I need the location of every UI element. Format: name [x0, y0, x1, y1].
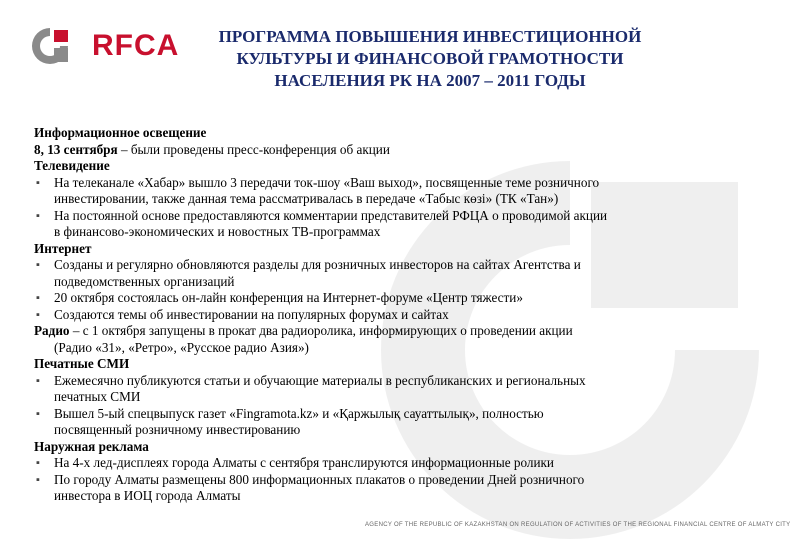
rfca-logo-icon [30, 26, 88, 66]
rfca-logo [30, 26, 180, 66]
list-item: ▪ Созданы и регулярно обновляются разделы для розничных инвесторов на сайтах Агентства и подведомственных организаций [34, 257, 674, 290]
content-body [34, 125, 674, 505]
section-heading: Печатные СМИ [34, 356, 130, 371]
list-item: ▪ Ежемесячно публикуются статьи и обучающие материалы в республиканских и региональных печатных СМИ [34, 373, 674, 406]
list-item: ▪ Создаются темы об инвестировании на популярных форумах и сайтах [34, 307, 674, 324]
page-title: ПРОГРАММА ПОВЫШЕНИЯ ИНВЕСТИЦИОННОЙ КУЛЬТУРЫ И ФИНАНСОВОЙ ГРАМОТНОСТИ НАСЕЛЕНИЯ РК НА 2007 – 2011 ГОДЫ [218, 27, 642, 90]
paragraph-continuation: (Радио «31», «Ретро», «Русское радио Азия») [54, 339, 309, 355]
section-heading: Интернет [34, 240, 92, 256]
list-item: ▪ Вышел 5-ый спецвыпуск газет «Fingramota.kz» и «Қаржылық сауаттылық», полностью посвященный розничному инвестированию [34, 406, 674, 439]
footer-agency-text: AGENCY OF THE REPUBLIC OF KAZAKHSTAN ON REGULATION OF ACTIVITIES OF THE REGIONAL FINANCIAL CENTRE OF ALMATY CITY [365, 522, 790, 528]
paragraph: Радио – с 1 октября запущены в прокат два радиоролика, информирующих о проведении акции [34, 323, 573, 338]
section-heading: Наружная реклама [34, 438, 149, 454]
logo-text: RFCA [92, 29, 180, 62]
section-heading: Телевидение [34, 158, 110, 173]
list-item: ▪ На постоянной основе предоставляются комментарии представителей РФЦА о проводимой акции в финансово-экономических и новостных ТВ-программах [34, 208, 674, 241]
section-heading: Информационное освещение [34, 125, 207, 140]
paragraph: 8, 13 сентября – были проведены пресс-конференция об акции [34, 141, 390, 157]
list-item: ▪ 20 октября состоялась он-лайн конференция на Интернет-форуме «Центр тяжести» [34, 290, 674, 307]
list-item: ▪ На телеканале «Хабар» вышло 3 передачи ток-шоу «Ваш выход», посвященные теме розничного инвестировании, также данная тема рассматривалась в передаче «Табыс көзі» (ТК «Тан») [34, 175, 674, 208]
list-item: ▪ На 4-х лед-дисплеях города Алматы с сентября транслируются информационные ролики [34, 455, 674, 472]
list-item: ▪ По городу Алматы размещены 800 информационных плакатов о проведении Дней розничного инвестора в ИОЦ города Алматы [34, 472, 674, 505]
